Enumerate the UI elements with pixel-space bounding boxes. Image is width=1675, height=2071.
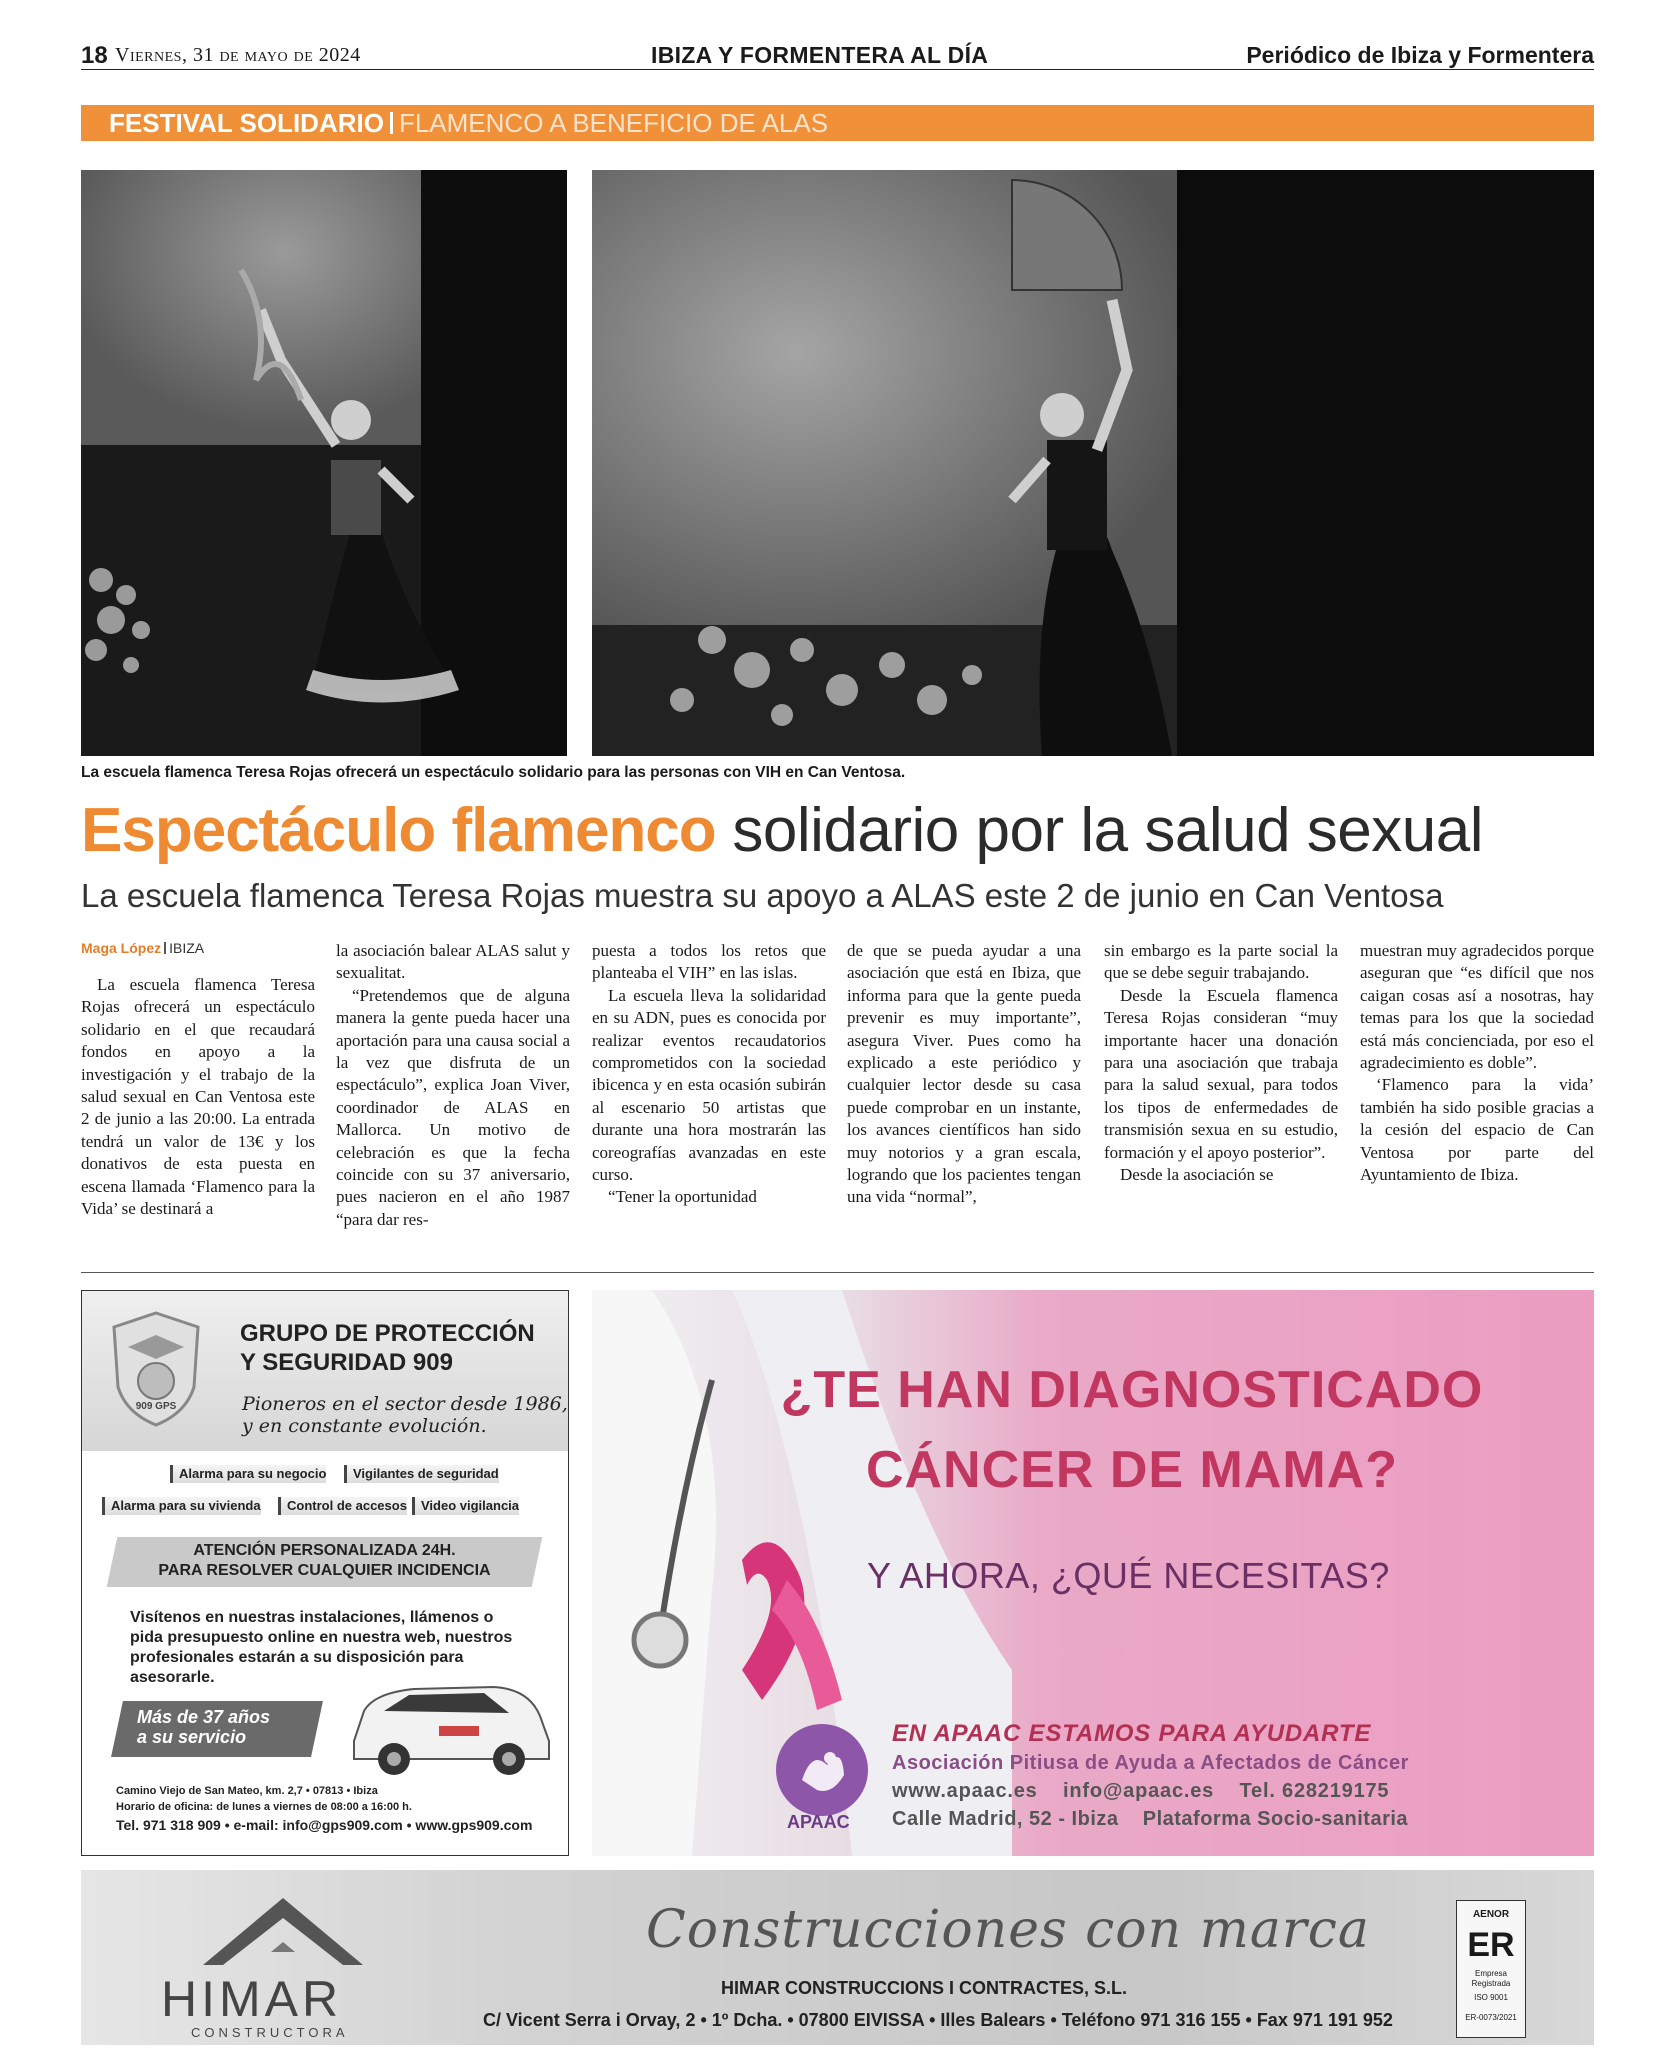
himar-brand: HIMAR: [161, 1971, 343, 2027]
gps-tagline-line-1: Pioneros en el sector desde 1986,: [242, 1393, 568, 1415]
ad-apaac[interactable]: [592, 1290, 1594, 1856]
article-column-4: [847, 940, 1081, 1209]
article-column-1: [81, 940, 315, 1220]
shield-text: 909 GPS: [135, 1401, 177, 1412]
attention-text: [112, 1541, 537, 1581]
years-line-1: Más de 37 años: [137, 1707, 271, 1727]
headline-rest: solidario por la salud sexual: [715, 796, 1483, 865]
paragraph: puesta a todos los retos que planteaba el VIH” en las islas.: [592, 941, 826, 983]
apaac-slogan: EN APAAC ESTAMOS PARA AYUDARTE: [892, 1720, 1372, 1747]
cert-mid: Empresa Registrada: [1471, 1969, 1511, 1988]
apaac-subquestion: Y AHORA, ¿QUÉ NECESITAS?: [867, 1555, 1390, 1596]
years-line-2: a su servicio: [137, 1727, 247, 1747]
visit-text: Visítenos en nuestras instalaciones, llámenos o pida presupuesto online en nuestra web, nuestros profesionales estarán a su disposición para asesorarle.: [130, 1609, 513, 1686]
paragraph: la asociación balear ALAS salut y sexualitat.: [336, 941, 570, 983]
question-line-2: CÁNCER DE MAMA?: [865, 1441, 1399, 1499]
service-tag: Video vigilancia: [412, 1497, 519, 1515]
headline: [81, 795, 1594, 866]
ad-gps909[interactable]: [81, 1290, 569, 1856]
paragraph: “Tener la oportunidad: [608, 1187, 757, 1207]
car-image: [344, 1671, 554, 1779]
paragraph: ‘Flamenco para la vida’ también ha sido posible gracias a la cesión del espacio de Can Ventosa por parte del Ayuntamiento de Ibiza.: [1360, 1075, 1594, 1185]
photo-dancer-fan: [592, 170, 1594, 756]
question-line-1: ¿TE HAN DIAGNOSTICADO: [780, 1361, 1484, 1419]
article-column-2: [336, 940, 570, 1231]
paragraph: La escuela flamenca Teresa Rojas ofrecerá un espectáculo solidario en el que recaudará fondos en apoyo a la investigación y el trabajo de la salud sexual en Can Ventosa este 2 de junio a las 20:00. La entrada tendrá un valor de 13€ y los donativos de esta puesta en escena llamada ‘Flamenco para la Vida’ se destinará a: [81, 975, 315, 1219]
issue-date: Viernes, 31 de mayo de 2024: [115, 44, 361, 66]
paragraph: sin embargo es la parte social la que se debe seguir trabajando.: [1104, 941, 1338, 983]
apaac-logo: [772, 1720, 872, 1820]
section-title: IBIZA Y FORMENTERA AL DÍA: [651, 42, 989, 68]
himar-company: HIMAR CONSTRUCCIONS I CONTRACTES, S.L.: [721, 1978, 1128, 1998]
page-header: [81, 40, 1594, 70]
ad-himar[interactable]: [81, 1870, 1594, 2045]
topic-band: [81, 105, 1594, 141]
paragraph: “Pretendemos que de alguna manera la gente pueda hacer una aportación para una causa social a la vez que disfruta de un espectáculo”, explica Joan Viver, coordinador de ALAS en Mallorca. Un motivo de celebración es que la fecha coincide con su 37 aniversario, pues nacieron en el año 1987 “para dar res-: [336, 985, 570, 1229]
apaac-address: Calle Madrid, 52 - Ibiza Plataforma Socio-sanitaria: [892, 1808, 1409, 1830]
paragraph: La escuela lleva la solidaridad en su ADN, pues es conocida por realizar eventos recaudatorios comprometidos con la sociedad ibicenca y en esta ocasión subirán al escenario 50 artistas que durante una hora mostrarán las coreografías avanzadas en este curso.: [592, 985, 826, 1185]
topic-kicker: FESTIVAL SOLIDARIO: [109, 108, 384, 138]
photo-dancer-left: [81, 170, 567, 756]
apaac-question: [692, 1350, 1572, 1510]
attention-line-1: ATENCIÓN PERSONALIZADA 24H.: [193, 1542, 456, 1559]
gps-title: [240, 1319, 535, 1377]
gps-shield-logo: [106, 1309, 206, 1429]
gps-title-line-2: Y SEGURIDAD 909: [240, 1349, 453, 1376]
subheadline: La escuela flamenca Teresa Rojas muestra su apoyo a ALAS este 2 de junio en Can Ventosa: [81, 877, 1444, 914]
service-tag: Alarma para su vivienda: [102, 1497, 261, 1515]
cert-code: ER-0073/2021: [1465, 2013, 1517, 2022]
hours-line: Horario de oficina: de lunes a viernes de 08:00 a 16:00 h.: [116, 1801, 412, 1813]
service-tag: Vigilantes de seguridad: [344, 1465, 499, 1483]
band-divider: [390, 112, 393, 134]
apaac-logo-text: APAAC: [787, 1812, 850, 1832]
photo-caption: La escuela flamenca Teresa Rojas ofrecerá un espectáculo solidario para las personas con VIH en Can Ventosa.: [81, 764, 906, 781]
apaac-contact[interactable]: www.apaac.es info@apaac.es Tel. 628219175: [892, 1780, 1390, 1802]
service-tag: Control de accesos: [278, 1497, 407, 1515]
years-text: [137, 1707, 270, 1747]
attention-line-2: PARA RESOLVER CUALQUIER INCIDENCIA: [158, 1562, 491, 1579]
byline-divider: [164, 942, 166, 954]
himar-brand-sub: CONSTRUCTORA: [191, 2025, 349, 2040]
himar-roof-logo: [193, 1890, 373, 1970]
apaac-full-name: Asociación Pitiusa de Ayuda a Afectados de Cáncer: [892, 1752, 1409, 1774]
paragraph: Desde la Escuela flamenca Teresa Rojas consideran “muy importante hacer una donación para una asociación que trabaja para la salud sexual, para todos los tipos de enfermedades de transmisión sexua en su estudio, formación y el apoyo posterior”.: [1104, 985, 1338, 1162]
gps-tagline: [242, 1393, 568, 1437]
cert-mark: ER: [1467, 1926, 1515, 1964]
paragraph: de que se pueda ayudar a una asociación que está en Ibiza, que informa para que la gente pueda prevenir es muy importante”, asegura Viver. Pues como ha explicado a este periódico y cualquier lector desde su casa puede comprobar en un instante, los avances científicos han sido muy notorios y a gran escala, logrando que los pacientes tengan una vida “normal”,: [847, 941, 1081, 1207]
paragraph: Desde la asociación se: [1120, 1165, 1274, 1185]
himar-slogan: Construcciones con marca: [646, 1900, 1370, 1960]
gps-contact[interactable]: Tel. 971 318 909 • e-mail: info@gps909.com • www.gps909.com: [116, 1817, 533, 1833]
paragraph: muestran muy agradecidos porque aseguran que “es difícil que nos caigan cosas así a nosotras, hay temas para los que la sociedad está más concienciada, por eso el agradecimiento es doble”.: [1360, 941, 1594, 1073]
article-column-3: [592, 940, 826, 1209]
headline-bold: Espectáculo flamenco: [81, 796, 716, 865]
page-number: 18: [81, 42, 108, 69]
cert-iso: ISO 9001: [1474, 1993, 1508, 2002]
author-name: Maga López: [81, 940, 162, 956]
service-tag: Alarma para su negocio: [170, 1465, 326, 1483]
gps-tagline-line-2: y en constante evolución.: [242, 1415, 487, 1437]
aenor-certificate: [1456, 1900, 1526, 2038]
byline: [81, 940, 315, 956]
gps-address: [116, 1783, 412, 1815]
article-column-6: [1360, 940, 1594, 1186]
article-column-5: [1104, 940, 1338, 1186]
address-line: Camino Viejo de San Mateo, km. 2,7 • 07813 • Ibiza: [116, 1785, 378, 1797]
topic-subtitle: FLAMENCO A BENEFICIO DE ALAS: [398, 108, 829, 138]
himar-address: C/ Vicent Serra i Orvay, 2 • 1º Dcha. • 07800 EIVISSA • Illes Balears • Teléfono 971 316 155 • Fax 971 191 952: [483, 2010, 1393, 2030]
cert-top: AENOR: [1472, 1909, 1510, 1920]
publication-name: Periódico de Ibiza y Formentera: [1246, 42, 1594, 68]
gps-title-line-1: GRUPO DE PROTECCIÓN: [240, 1320, 535, 1347]
section-divider: [81, 1272, 1594, 1273]
byline-place: IBIZA: [169, 940, 205, 956]
